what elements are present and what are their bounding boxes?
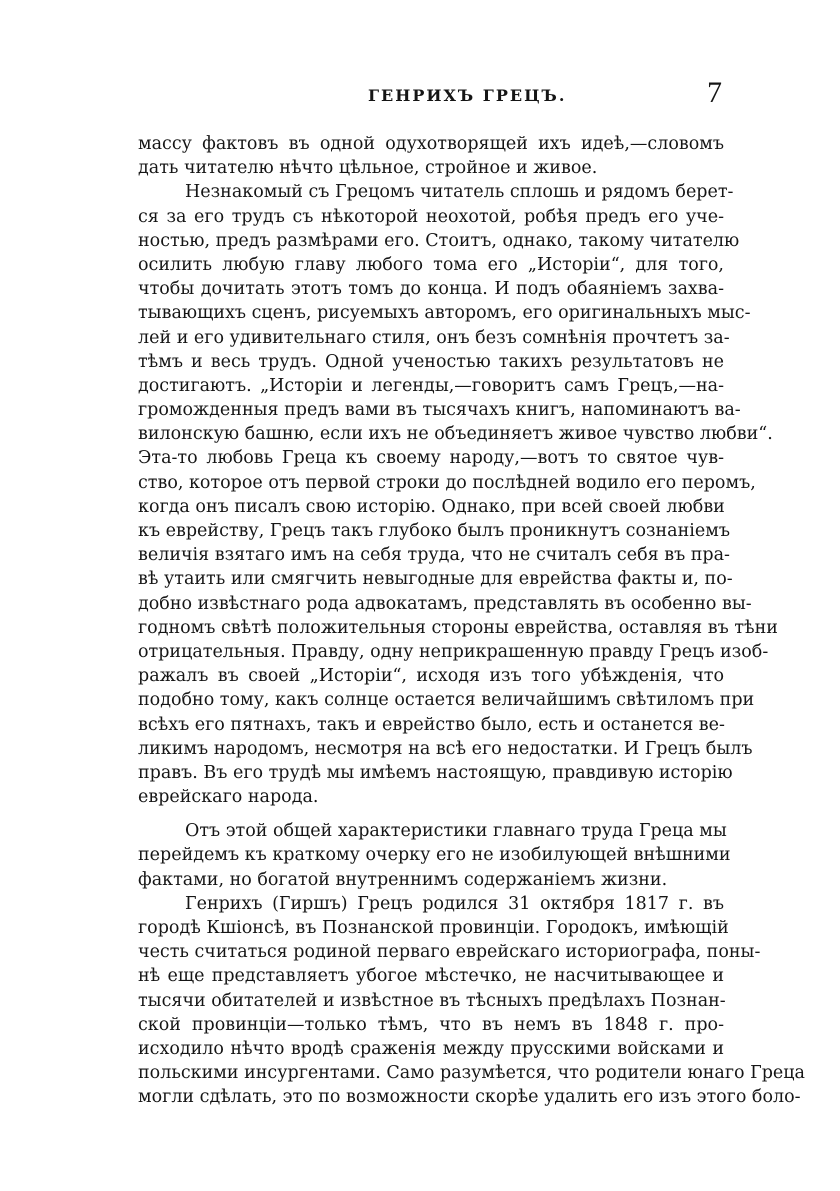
running-title: ГЕНРИХЪ ГРЕЦЪ. (368, 86, 567, 105)
text-line: лей и его удивительнаго стиля, онъ безъ сомнѣнія прочтетъ за- (138, 327, 730, 348)
text-line: добно извѣстнаго рода адвокатамъ, представлять въ особенно вы- (138, 593, 752, 614)
text-line: исходило нѣчто вродѣ сраженія между прусскими войсками и (138, 1038, 724, 1059)
text-line: Генрихъ (Гиршъ) Грецъ родился 31 октября 1817 г. въ (185, 893, 724, 914)
text-line: Незнакомый съ Грецомъ читатель сплошь и рядомъ берет- (185, 182, 734, 203)
text-line: Эта-то любовь Греца къ своему народу,—вотъ то святое чув- (138, 448, 724, 469)
text-line: ся за его трудъ съ нѣкоторой неохотой, робѣя предъ его уче- (138, 206, 724, 227)
text-line: тывающихъ сценъ, рисуемыхъ авторомъ, его оригинальныхъ мыс- (138, 303, 751, 324)
text-line: величія взятаго имъ на себя труда, что не считалъ себя въ пра- (138, 545, 730, 566)
text-line: ство, которое отъ первой строки до послѣдней водило его перомъ, (138, 472, 756, 493)
text-line: всѣхъ его пятнахъ, такъ и еврейство было, есть и останется ве- (138, 714, 725, 735)
text-line: массу фактовъ въ одной одухотворящей ихъ идеѣ,—словомъ (138, 134, 724, 154)
text-line: могли сдѣлать, это по возможности скорѣе удалить его изъ этого боло- (138, 1087, 801, 1108)
text-line: польскими инсургентами. Само разумѣется, что родители юнаго Греца (138, 1063, 805, 1084)
text-line: честь считаться родиной перваго еврейскаго историографа, поны- (138, 942, 761, 963)
text-line: тысячи обитателей и извѣстное въ тѣсныхъ предѣлахъ Познан- (138, 990, 726, 1011)
text-line: отрицательныя. Правду, одну неприкрашенную правду Грецъ изоб- (138, 641, 769, 662)
text-line: громожденныя предъ вами въ тысячахъ книгъ, напоминаютъ ва- (138, 400, 741, 421)
text-line: фактами, но богатой внутреннимъ содержаніемъ жизни. (138, 869, 668, 890)
text-line: вилонскую башню, если ихъ не объединяетъ живое чувство любви“. (138, 424, 773, 445)
text-line: тѣмъ и весь трудъ. Одной ученостью такихъ результатовъ не (138, 351, 724, 372)
text-line: вѣ утаить или смягчить невыгодные для еврейства факты и, по- (138, 569, 733, 590)
text-line: дать читателю нѣчто цѣльное, стройное и живое. (138, 158, 598, 179)
text-line: ражалъ въ своей „Исторіи“, исходя изъ того убѣжденія, что (138, 666, 724, 687)
text-line: ской провинціи—только тѣмъ, что въ немъ въ 1848 г. про- (138, 1014, 724, 1035)
page-number: 7 (707, 76, 722, 109)
body-text (138, 132, 805, 1110)
text-line: ностью, предъ размѣрами его. Стоитъ, однако, такому читателю (138, 230, 740, 251)
text-line: Отъ этой общей характеристики главнаго труда Греца мы (185, 821, 727, 842)
text-line: когда онъ писалъ свою исторію. Однако, при всей своей любви (138, 496, 725, 517)
text-line: чтобы дочитать этотъ томъ до конца. И подъ обаяніемъ захва- (138, 279, 724, 300)
text-line: правъ. Въ его трудѣ мы имѣемъ настоящую, правдивую исторію (138, 762, 733, 783)
text-line: подобно тому, какъ солнце остается величайшимъ свѣтиломъ при (138, 690, 755, 711)
text-line: ликимъ народомъ, несмотря на всѣ его недостатки. И Грецъ былъ (138, 738, 753, 759)
text-line: къ еврейству, Грецъ такъ глубоко былъ проникнутъ сознаніемъ (138, 521, 730, 541)
text-line: осилить любую главу любого тома его „Исторіи“, для того, (138, 254, 724, 275)
text-line: нѣ еще представляетъ убогое мѣстечко, не насчитывающее и (138, 966, 724, 987)
text-line: достигаютъ. „Исторіи и легенды,—говоритъ самъ Грецъ,—на- (138, 375, 724, 396)
text-line: перейдемъ къ краткому очерку его не изобилующей внѣшними (138, 845, 731, 866)
text-line: городѣ Кшіонсѣ, въ Познанской провинціи. Городокъ, имѣющій (138, 918, 729, 938)
text-line: годномъ свѣтѣ положительныя стороны еврейства, оставляя въ тѣни (138, 617, 778, 638)
text-line: еврейскаго народа. (138, 787, 319, 808)
